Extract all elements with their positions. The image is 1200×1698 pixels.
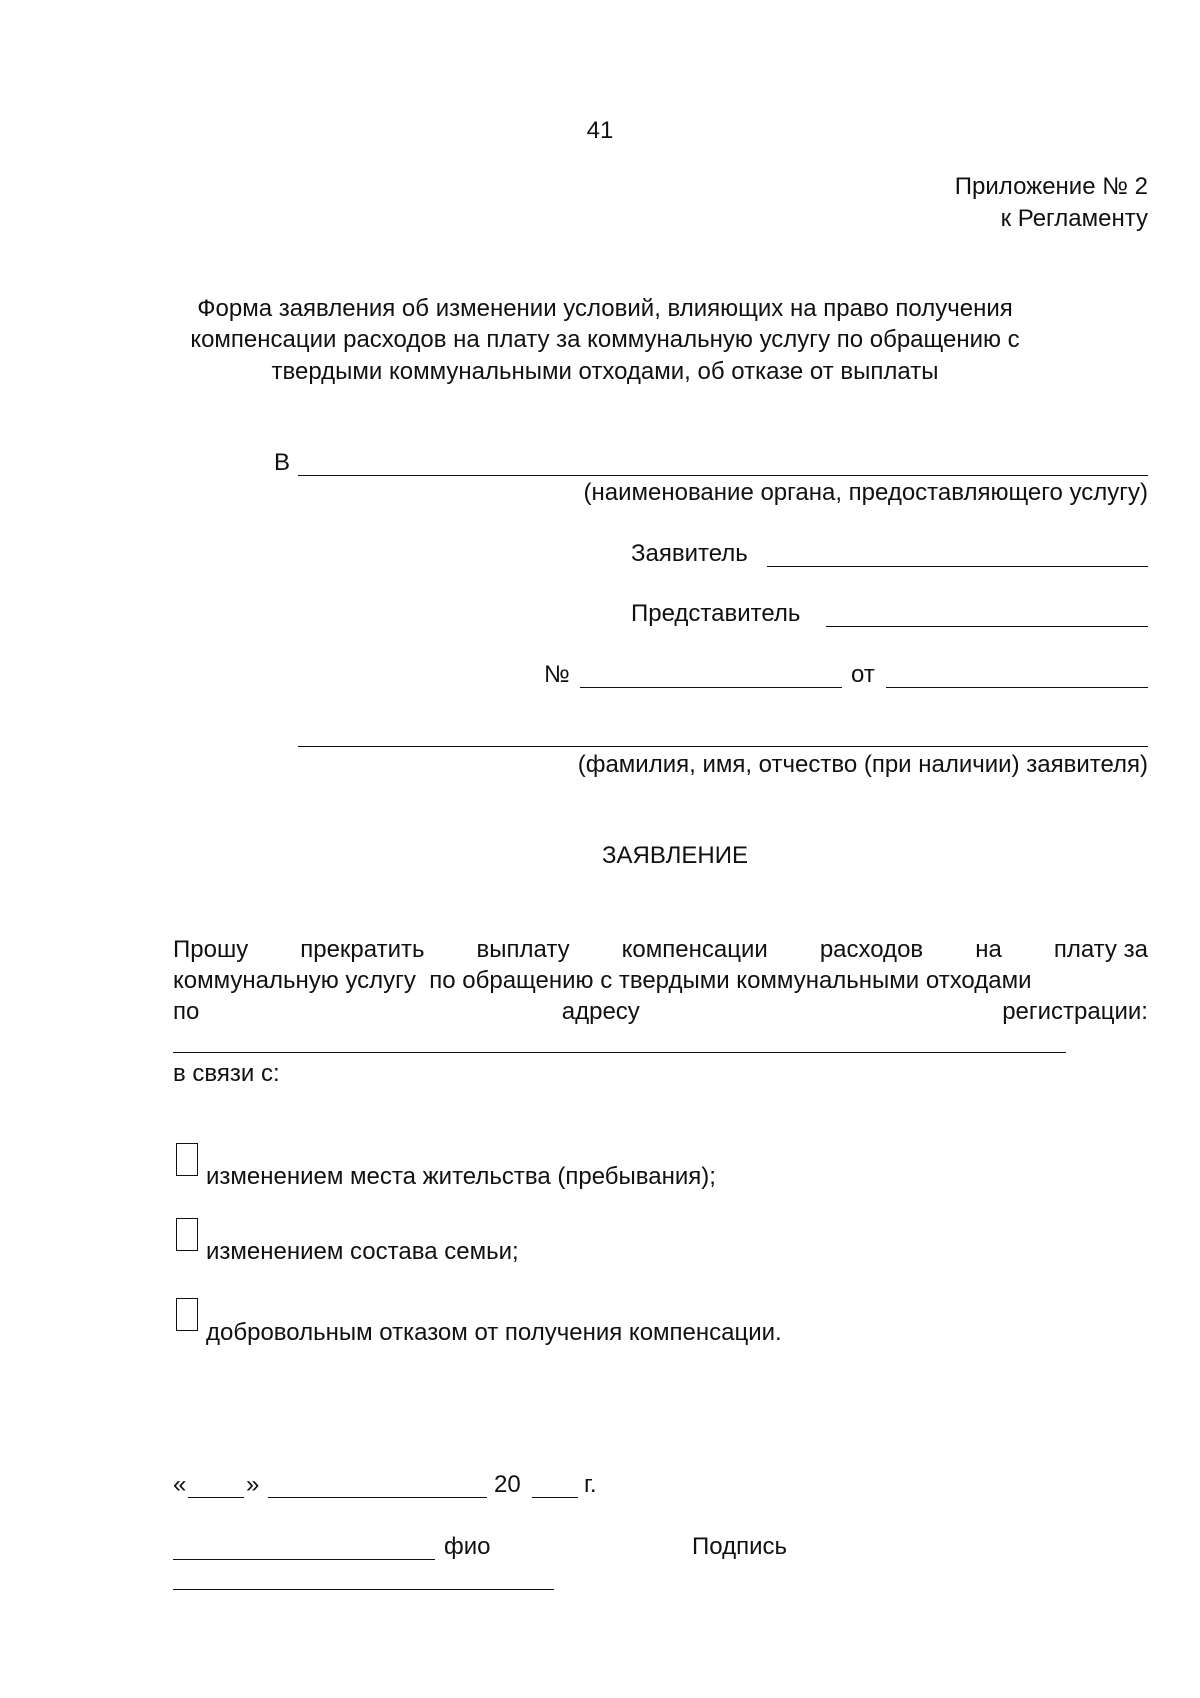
body-line-2-text: коммунальную услугу по обращению с твердыми коммунальными отходами: [173, 967, 1032, 994]
recipient-blank[interactable]: [298, 475, 1148, 476]
body-word: расходов: [819, 936, 924, 963]
fio-caption: (фамилия, имя, отчество (при наличии) заявителя): [577, 751, 1148, 778]
appendix-line-1: Приложение № 2: [954, 173, 1148, 200]
body-line-2: [173, 965, 1148, 996]
number-blank[interactable]: [580, 687, 842, 688]
form-title-line-3: твердыми коммунальными отходами, об отказе от выплаты: [271, 358, 939, 385]
fio-blank[interactable]: [298, 746, 1148, 747]
date-month-blank[interactable]: [268, 1497, 487, 1498]
year-suffix: г.: [584, 1471, 597, 1498]
body-word: прекратить: [300, 936, 425, 963]
reason-checkbox-residence[interactable]: [176, 1143, 198, 1176]
form-title-line-2: компенсации расходов на плату за коммунальную услугу по обращению с: [190, 326, 1020, 353]
applicant-blank[interactable]: [767, 566, 1148, 567]
form-title-line-1: Форма заявления об изменении условий, влияющих на право получения: [197, 295, 1013, 322]
signature-label: Подпись: [692, 1533, 787, 1560]
year-prefix: 20: [494, 1471, 521, 1498]
from-label: от: [851, 661, 875, 688]
body-word: выплату: [476, 936, 570, 963]
statement-body: [173, 934, 1148, 1027]
number-label: №: [544, 661, 570, 688]
representative-blank[interactable]: [826, 626, 1148, 627]
body-word: Прошу: [173, 936, 249, 963]
from-date-blank[interactable]: [886, 687, 1148, 688]
body-line-1: [173, 934, 1148, 965]
body-word: по: [173, 998, 200, 1025]
recipient-caption: (наименование органа, предоставляющего услугу): [583, 479, 1148, 506]
body-word: компенсации: [621, 936, 768, 963]
appendix-line-2: к Регламенту: [1000, 205, 1148, 232]
body-word: регистрации:: [1002, 998, 1148, 1025]
date-close-quote: »: [246, 1471, 260, 1498]
date-year-blank[interactable]: [532, 1497, 578, 1498]
reason-label-voluntary: добровольным отказом от получения компенсации.: [206, 1319, 782, 1346]
statement-heading: ЗАЯВЛЕНИЕ: [602, 842, 748, 869]
page-number: 41: [586, 117, 614, 144]
signature-blank[interactable]: [173, 1589, 554, 1590]
body-word: на: [975, 936, 1002, 963]
reason-checkbox-voluntary[interactable]: [176, 1298, 198, 1331]
applicant-label: Заявитель: [631, 540, 748, 567]
recipient-label: В: [274, 449, 291, 476]
footer-fio-label: фио: [444, 1533, 491, 1560]
body-line-3: [173, 996, 1148, 1027]
body-word: адресу: [561, 998, 640, 1025]
footer-fio-blank[interactable]: [173, 1559, 435, 1560]
address-blank[interactable]: [173, 1052, 1066, 1053]
representative-label: Представитель: [631, 600, 801, 627]
reason-label-family: изменением состава семьи;: [206, 1238, 519, 1265]
date-day-blank[interactable]: [188, 1497, 244, 1498]
date-open-quote: «: [173, 1471, 187, 1498]
reason-checkbox-family[interactable]: [176, 1218, 198, 1251]
reason-intro: в связи с:: [173, 1060, 280, 1087]
reason-label-residence: изменением места жительства (пребывания);: [206, 1163, 716, 1190]
body-word: плату за: [1053, 936, 1148, 963]
